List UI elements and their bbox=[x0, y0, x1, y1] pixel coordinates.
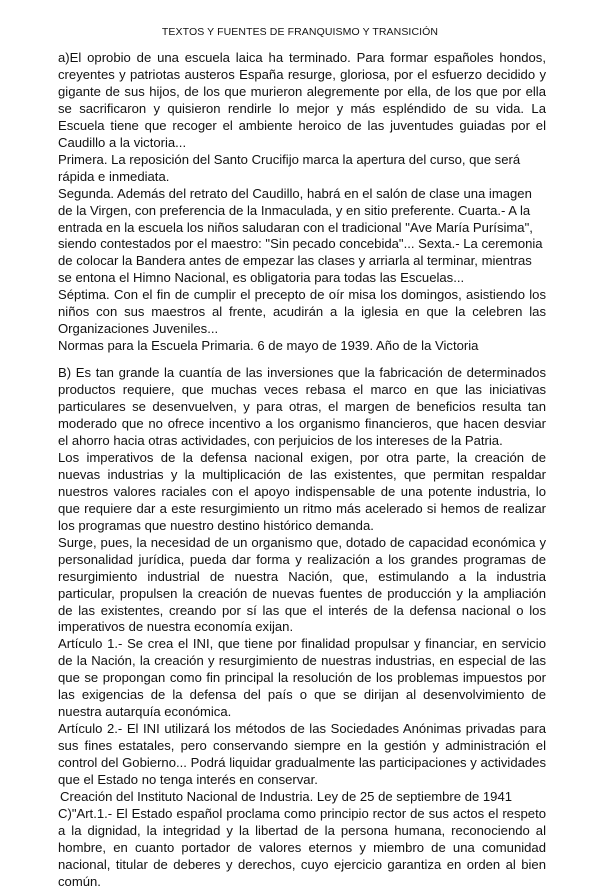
section-b-article-2: Artículo 2.- El INI utilizará los métodos de las Sociedades Anónimas privadas para sus fines estatales, pero conservando siempre en la gestión y administración el control del Gobierno... Podrá liquidar gradualmente las participaciones y actividades que el Estado no tenga interés en conservar. bbox=[58, 721, 546, 788]
section-b-paragraph-2: Los imperativos de la defensa nacional exigen, por otra parte, la creación de nuevas industrias y la multiplicación de las existentes, que permitan respaldar nuestros valores raciales con el apoyo indispensable de una potente industria, lo que requiere dar a este resurgimiento un ritmo más acelerado si hemos de realizar los programas que nuestro destino histórico demanda. bbox=[58, 449, 546, 533]
document-body bbox=[58, 50, 546, 891]
section-c-paragraph-1: C)"Art.1.- El Estado español proclama como principio rector de sus actos el respeto a la dignidad, la integridad y la libertad de la persona humana, reconociendo al hombre, en cuanto portador de valores eternos y miembro de una comunidad nacional, titular de deberes y derechos, cuyo ejercicio garantiza en orden al bien común. bbox=[58, 805, 546, 889]
section-b-paragraph-1: B) Es tan grande la cuantía de las inversiones que la fabricación de determinados productos requiere, que muchas veces rebasa el marco en que las iniciativas particulares se desenvuelven, y para otras, el margen de beneficios resulta tan moderado que no ofrece incentivo a los organismo financieros, que hacen desviar el ahorro hacia otras actividades, con perjuicios de los intereses de la Patria. bbox=[58, 365, 546, 448]
section-a-segunda: Segunda. Además del retrato del Caudillo, habrá en el salón de clase una imagen de la Virgen, con preferencia de la Inmaculada, y en sitio preferente. Cuarta.- A la entrada en la escuela los niños saludaran con el tradicional "Ave María Purísima", siendo contestados por el maestro: "Sin pecado concebida"... Sexta.- La ceremonia de colocar la Bandera antes de empezar las clases y arriarla al terminar, mientras se entona el Himno Nacional, es obligatoria para todas las Escuelas... bbox=[58, 185, 543, 286]
section-a-intro: a)El oprobio de una escuela laica ha terminado. Para formar españoles hondos, creyentes y patriotas austeros España resurge, gloriosa, por el esfuerzo decidido y gigante de sus hijos, de los que murieron alegremente por ella, de los que por ella se sacrificaron y quisieron rendirle lo mejor y más espléndido de su vida. La Escuela tiene que recoger el ambiente heroico de las juventudes guiadas por el Caudillo a la victoria... bbox=[58, 50, 546, 150]
section-b-article-1: Artículo 1.- Se crea el INI, que tiene por finalidad propulsar y financiar, en servicio de la Nación, la creación y resurgimiento de nuestras industrias, en especial de las que se propongan como fin principal la resolución de los problemas impuestos por las exigencias de la defensa del país o que se dirijan al desenvolvimiento de nuestra autarquía económica. bbox=[58, 636, 546, 720]
section-a-source: Normas para la Escuela Primaria. 6 de mayo de 1939. Año de la Victoria bbox=[58, 338, 479, 354]
section-a-septima: Séptima. Con el fin de cumplir el precepto de oír misa los domingos, asistiendo los niños con sus maestros al frente, acudirán a la iglesia en que la celebren las Organizaciones Juveniles... bbox=[58, 287, 546, 337]
section-b-source: Creación del Instituto Nacional de Industria. Ley de 25 de septiembre de 1941 bbox=[60, 788, 513, 804]
section-b-paragraph-3: Surge, pues, la necesidad de un organismo que, dotado de capacidad económica y personalidad jurídica, pueda dar forma y realización a los grandes programas de resurgimiento industrial de nuestra Nación, que, estimulando a la industria particular, propulsen la creación de nuevas fuentes de producción y la ampliación de las existentes, creando por sí las que el interés de la defensa nacional o los imperativos de nuestra economía exijan. bbox=[58, 534, 546, 635]
section-a-primera: Primera. La reposición del Santo Crucifijo marca la apertura del curso, que será rápida e inmediata. bbox=[58, 151, 521, 184]
section-gap bbox=[58, 355, 546, 365]
page-title: TEXTOS Y FUENTES DE FRANQUISMO Y TRANSICIÓN bbox=[161, 26, 439, 38]
